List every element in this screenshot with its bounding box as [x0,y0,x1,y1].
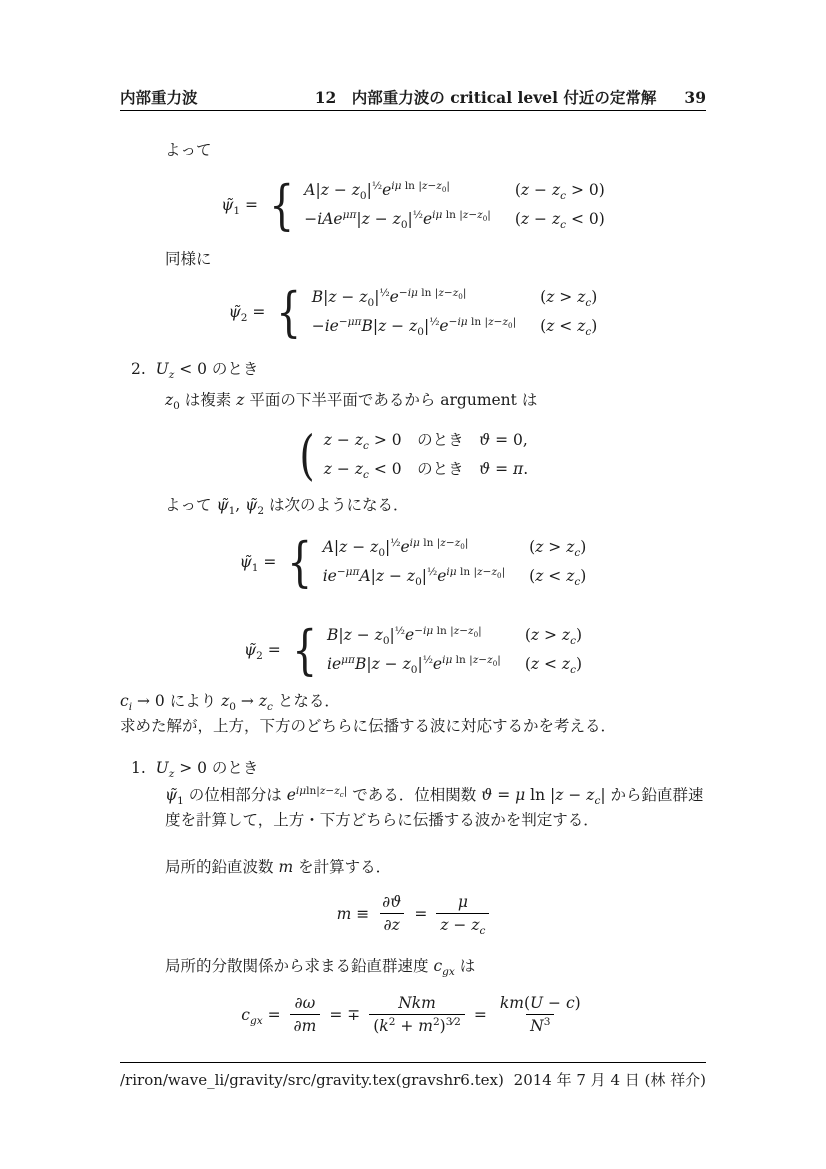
fraction-denominator: $(k^2 + m^2)^{3⁄2}$ [369,1014,465,1036]
equation-lhs: m ≡ [336,904,370,923]
equation-lhs: $\psĩ_1$ = [221,195,258,217]
paragraph-dispersion-intro: 局所的分散関係から求まる鉛直群速度 $c_{gx}$ は [165,957,476,979]
case-expression: $z - z_c > 0$ のとき ϑ = 0, [323,431,528,453]
list-item-uz-negative: 2. $U_z < 0$ のとき [131,360,259,382]
fraction-numerator: Nkm [398,994,436,1012]
paragraph-wavenumber-intro: 局所的鉛直波数 m を計算する． [165,858,392,876]
equals-sign: = [414,904,428,923]
footer-date-author: 2014 年 7 月 4 日 (林 祥介) [513,1071,706,1089]
fraction [378,892,405,935]
case-expression: $ie^{\mu\pi}B|z - z_0|^{\frac{1}{2}}e^{i\mu ln |z-z_0|}$ [327,653,501,677]
footer-rule [120,1062,706,1063]
cases-rows [323,534,587,589]
page-header [120,86,706,108]
equation-lhs: $\psĩ_2$ = [228,302,266,324]
equation-psi1-first [120,173,706,236]
left-brace: { [291,618,317,681]
equation-psi2-second [120,618,706,681]
case-condition: $(z > z_c)$ [529,538,587,560]
fraction-numerator: ∂ω [294,994,316,1012]
equation-vertical-wavenumber [120,892,706,938]
fraction [496,993,585,1036]
case-condition: $(z < z_c)$ [529,567,587,589]
paragraph-douyouni: 同様に [165,250,212,268]
header-page-number: 39 [684,88,706,107]
fraction-denominator: ∂z [380,913,404,935]
equation-group-velocity [120,993,706,1036]
case-condition: $(z < z_c)$ [524,655,583,677]
math-row [336,892,490,938]
fraction-denominator: $N^3$ [526,1014,554,1036]
footer-file-path: /riron/wave_li/gravity/src/gravity.tex(gravshr6.tex) [120,1071,504,1089]
header-left-title: 内部重力波 [120,88,198,107]
equation-lhs: $\psĩ_1$ = [239,552,277,574]
left-brace: { [269,173,295,236]
cases-rows [304,177,604,232]
case-expression: $ie^{-\mu\pi}A|z - z_0|^{\frac{1}{2}}e^{i\mu ln |z-z_0|}$ [322,565,506,589]
left-brace: { [287,530,313,593]
case-expression: $B|z - z_0|^{\frac{1}{2}}e^{-i\mu ln |z-z_0|}$ [327,624,482,648]
fraction-numerator: ∂ϑ [382,893,402,911]
math-row [241,993,584,1036]
case-expression: $-iAe^{\mu\pi}|z - z_0|^{\frac{1}{2}}e^{i\mu ln |z-z_0|}$ [304,208,491,232]
equals-sign: = [473,1005,487,1024]
left-paren: ( [299,423,315,486]
case-condition: $(z > z_c)$ [524,626,583,648]
equals-minus-plus-sign: = ∓ [329,1005,361,1024]
paragraph-phase-line2: 度を計算して，上方・下方どちらに伝播する波かを判定する． [165,811,599,829]
left-brace: { [276,280,302,343]
header-right-group [315,86,706,108]
page-footer [120,1069,706,1090]
case-expression: $B|z - z_0|^{\frac{1}{2}}e^{-i\mu ln |z-z_0|}$ [311,286,467,310]
fraction [369,993,465,1036]
fraction-denominator: ∂m [290,1014,321,1036]
case-condition: $(z - z_c > 0)$ [514,181,605,203]
case-expression: $A|z - z_0|^{\frac{1}{2}}e^{i\mu ln |z-z_0|}$ [322,536,469,560]
fraction-denominator: $z - z_c$ [436,913,489,935]
header-rule [120,110,706,111]
list-item-uz-positive: 1. $U_z > 0$ のとき [131,759,259,781]
fraction-numerator: km(U − c) [499,994,581,1012]
fraction [436,892,489,938]
header-section-title: 12 内部重力波の critical level 付近の定常解 [314,88,657,107]
equation-psi2-first [120,280,706,343]
fraction-numerator: μ [457,893,468,911]
paragraph-phase-line1: $\psĩ_1$ の位相部分は $e^{i\mu ln|z-z_c|}$ である．位相関数 ϑ = μ $\ln |z - z_c|$ から鉛直群速 [165,784,704,808]
paragraph-yotte-psi: よって $\psĩ_1$, $\psĩ_2$ は次のようになる． [165,496,409,518]
cases-rows [324,427,528,482]
case-expression: $-ie^{-\mu\pi}B|z - z_0|^{\frac{1}{2}}e^{-i\mu ln |z-z_0|}$ [311,315,517,339]
equation-argument-cases [120,423,706,486]
fraction [290,993,321,1036]
case-condition: $(z > z_c)$ [540,288,598,310]
paragraph-ci-limit: $c_i \to 0$ により $z_0 \to z_c$ となる． [120,692,340,714]
case-expression: $A|z - z_0|^{\frac{1}{2}}e^{i\mu ln |z-z_0|}$ [304,179,450,203]
equation-lhs: $c_{gx}$ = [241,1005,281,1027]
case-condition: $(z - z_c < 0)$ [514,210,605,232]
cases-rows [312,284,598,339]
paragraph-yotte: よって [165,141,212,159]
case-expression: $z - z_c < 0$ のとき ϑ = π. [323,460,529,482]
equation-psi1-second [120,530,706,593]
paragraph-consider: 求めた解が，上方，下方のどちらに伝播する波に対応するかを考える． [120,717,617,735]
equation-lhs: $\psĩ_2$ = [243,640,281,662]
cases-rows [327,622,582,677]
case-condition: $(z < z_c)$ [540,317,598,339]
paragraph-argument-intro: $z_0$ は複素 z 平面の下半平面であるから argument は [165,391,538,413]
